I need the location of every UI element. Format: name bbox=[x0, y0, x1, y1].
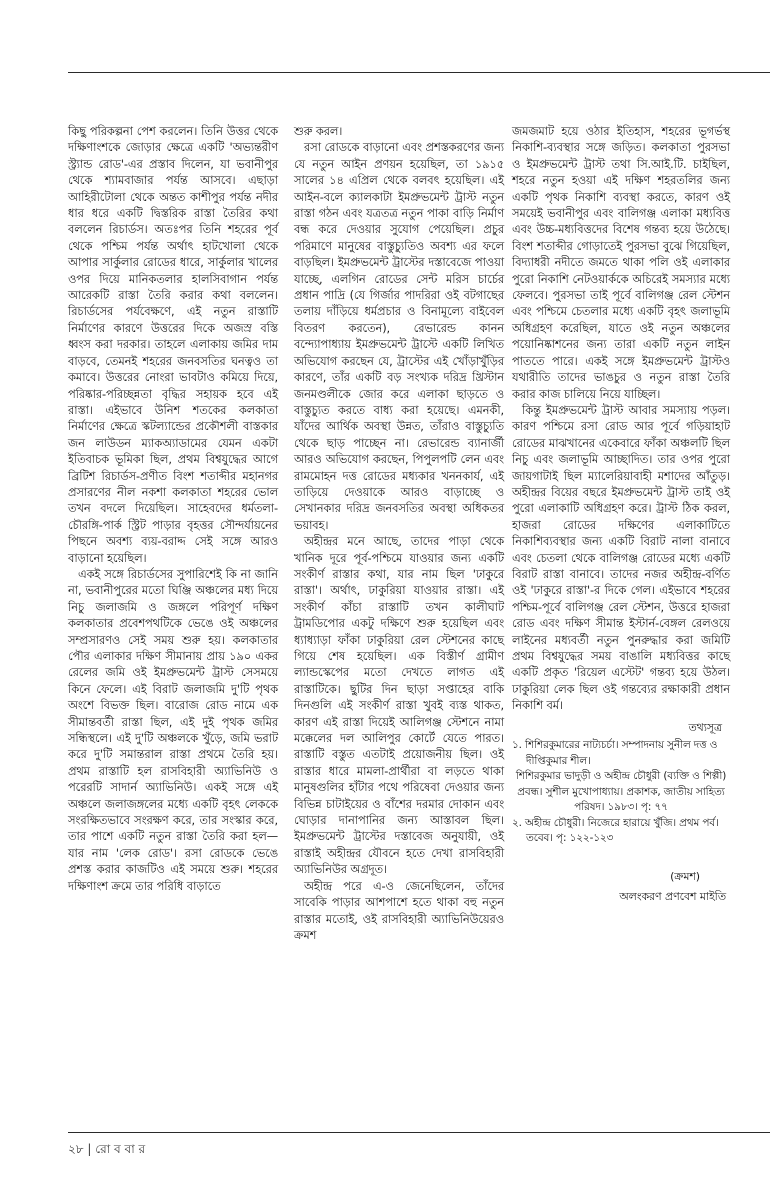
paragraph: অহীন্দ্রর মনে আছে, তাদের পাড়া থেকে খানিক দূরে পূর্ব-পশ্চিমে যাওয়ার জন্য একটি সংকীর্ণ রাস্তার কথা, যার নাম ছিল 'ঢাকুরে রাস্তা'। অর্থাৎ, ঢাকুরিয়া যাওয়ার রাস্তা। এই সংকীর্ণ কাঁচা রাস্তাটি তখন কালীঘাট ট্রামডিপোর একটু দক্ষিণে শুরু হয়েছিল এবং ধ্যাধ্যাড়া ফাঁকা ঢাকুরিয়া রেল স্টেশনের কাছে গিয়ে শেষ হয়েছিল। এক বিস্তীর্ণ গ্রামীণ ল্যান্ডস্কেপের মতো দেখতে লাগত এই রাস্তাটিকে। ছুটির দিন ছাড়া সপ্তাহের বাকি দিনগুলি এই সংকীর্ণ রাস্তা খুবই ব্যস্ত থাকত, কারণ এই রাস্তা দিয়েই আলিগঞ্জ স্টেশনে নামা মক্কেলের দল আলিপুর কোর্টে যেতে পারত। রাস্তাটি বস্তুত এতটাই প্রয়োজনীয় ছিল। ওই রাস্তার ধারে মামলা-প্রার্থীরা বা লড়তে থাকা মানুষগুলির হাঁটার পথে পরিষেবা দেওয়ার জন্য বিভিন্ন চাটাইয়ের ও বাঁশের দরমার দোকান এবং ঘোড়ার দানাপানির জন্য আস্তাবল ছিল। ইমপ্রুভমেন্ট ট্রাস্টের দস্তাবেজ অনুযায়ী, ওই রাস্তাই অহীন্দ্রর যৌবনে হতে দেখা রাসবিহারী অ্যাভিনিউর অগ্রদূত। bbox=[294, 534, 504, 877]
references-heading: তথ্যসূত্র bbox=[688, 720, 722, 734]
paragraph: কিন্তু ইমপ্রুভমেন্ট ট্রাস্ট আবার সমস্যায় পড়ল। কারণ পশ্চিমে রসা রোড আর পূর্বে গড়িয়াহাট রোডের মাঝখানের একেবারে ফাঁকা অঞ্চলটি ছিল নিচু এবং জলাভূমি আচ্ছাদিত। তার ওপর পুরো জায়গাটাই ছিল ম্যালেরিয়াবাহী মশাদের আঁতুড়। অহীন্দ্রর বিয়ের বছরে ইমপ্রুভমেন্ট ট্রাস্ট তাই ওই পুরো এলাকাটি অধিগ্রহণ করে। ট্রাস্ট ঠিক করল, হাজরা রোডের দক্ষিণের এলাকাটিতে নিকাশিব্যবস্থার জন্য একটি বিরাট নালা বানাবে এবং চেতলা থেকে বালিগঞ্জ রোডের মধ্যে একটি বিরাট রাস্তা বানাবে। তাদের নজর অহীন্দ্র-বর্ণিত ওই 'ঢাকুরে রাস্তা'-র দিকে গেল। এইভাবে শহরের পশ্চিম-পূর্বে বালিগঞ্জ রেল স্টেশন, উত্তরে হাজরা রোড এবং দক্ষিণ সীমান্ত ইস্টার্ন-বেঙ্গল রেলওয়ে লাইনের মধ্যবর্তী নতুন পুনরুদ্ধার করা জমিটি প্রথম বিশ্বযুদ্ধের সময় বাঙালি মধ্যবিত্তর কাছে একটি প্রকৃত 'রিয়েল এস্টেট' গন্তব্য হয়ে উঠল। ঢাকুরিয়া লেক ছিল ওই গন্তব্যের রক্ষাকারী প্রধান নিকাশি বর্ম। bbox=[512, 402, 730, 713]
bottom-rule bbox=[68, 1132, 770, 1133]
page-footer bbox=[68, 1141, 145, 1161]
references-list bbox=[512, 738, 730, 847]
paragraph: কিছু পরিকল্পনা পেশ করলেন। তিনি উত্তর থেকে দক্ষিণাংশকে জোড়ার ক্ষেত্রে একটি 'অভ্যন্তরীণ স্ট্র্যান্ড রোড'-এর প্রস্তাব দিলেন, যা ভবানীপুর থেকে শ্যামবাজার পর্যন্ত আসবে। এছাড়া আহিরীটোলা থেকে অন্তত কাশীপুর পর্যন্ত নদীর ধার ধরে একটি দ্বিস্তরিক রাস্তা তৈরির কথা বললেন রিচার্ডস। অতঃপর তিনি শহরের পূর্ব থেকে পশ্চিম পর্যন্ত অর্থাৎ হাটখোলা থেকে আপার সার্কুলার রোডের ধারে, সার্কুলার খালের ওপর দিয়ে মানিকতলার হালসিবাগান পর্যন্ত আরেকটি রাস্তা তৈরি করার কথা বললেন। রিচার্ডসের পর্যবেক্ষণে, এই নতুন রাস্তাটি নির্মাণের কারণে উত্তরের দিকে অজস্র বস্তি ধ্বংস করা দরকার। তাহলে এলাকায় জমির দাম বাড়বে, তেমনই শহরের জনবসতির ঘনত্বও তা কমাবে। উত্তরের নোংরা ভাবটাও কমিয়ে দিয়ে, পরিষ্কার-পরিচ্ছন্নতা বৃদ্ধির সহায়ক হবে এই রাস্তা। এইভাবে উনিশ শতকের কলকাতা নির্মাণের ক্ষেত্রে স্কটল্যান্ডের প্রকৌশলী বাস্তকার জন লাউডন ম্যাকঅ্যাডামের যেমন একটা ইতিবাচক ভূমিকা ছিল, প্রথম বিশ্বযুদ্ধের আগে ব্রিটিশ রিচার্ডস-প্রণীত বিংশ শতাব্দীর মহানগর প্রসারণের নীল নকশা কলকাতা শহরের ভোল তখন বদলে দিয়েছিল। সাহেবদের ধর্মতলা-চৌরঙ্গি-পার্ক স্ট্রিট পাড়ার বৃহত্তর সৌন্দর্যায়নের পিছনে অবশ্য ব্যয়-বরাদ্দ সেই সঙ্গে আরও বাড়ানো হয়েছিল। bbox=[68, 124, 278, 565]
reference-item: ১. শিশিরকুমারের নাট্যচর্চা। সম্পাদনায় সুনীল দত্ত ও দীপ্তিকুমার শীল। bbox=[512, 739, 718, 767]
article-column-1 bbox=[68, 123, 278, 894]
paragraph: শুরু করল। bbox=[294, 124, 343, 138]
article-column-2 bbox=[294, 123, 504, 943]
page-number: ২৮ bbox=[68, 1142, 84, 1156]
paragraph: অহীন্দ্র পরে এ-ও জেনেছিলেন, তাঁদের সাবেকি পাড়ার আশপাশে হতে থাকা বহু নতুন রাস্তার মতোই, ওই রাসবিহারী অ্যাভিনিউয়েরও ক্রমশ bbox=[294, 878, 504, 942]
continued-label: (ক্রমশ) bbox=[670, 869, 700, 883]
illustration-credit: অলংকরণ প্রণবেশ মাইতি bbox=[619, 889, 726, 903]
reference-item: ২. অহীন্দ্র চৌধুরী। নিজেরে হারায়ে খুঁজি। প্রথম পর্ব। তবেব। পৃ: ১২২-১২৩ bbox=[512, 816, 719, 845]
reference-item: শিশিরকুমার ভাদুড়ী ও অহীন্দ্র চৌধুরী (ব্যক্তি ও শিল্পী) প্রবন্ধ। সুশীল মুখোপাধ্যায়। প্রকাশক, জাতীয় সাহিত্য পরিষদ। ১৯৮৩। পৃ: ৭৭ bbox=[515, 770, 727, 814]
article-column-3 bbox=[512, 123, 730, 905]
top-rule bbox=[68, 72, 770, 73]
paragraph: একই সঙ্গে রিচার্ডসের সুপারিশেই কি না জানি না, ভবানীপুরের মতো ঘিঞ্জি অঞ্চলের মধ্য দিয়ে নিচু জলাজমি ও জঙ্গলে পরিপূর্ণ দক্ষিণ কলকাতার প্রবেশপথটিকে ভেঙে ওই অঞ্চলের সম্প্রসারণও সেই সময় শুরু হয়। কলকাতার পৌর এলাকার দক্ষিণ সীমানায় প্রায় ১৯০ একর রেলের জমি ওই ইমপ্রুভমেন্ট ট্রাস্ট সেসময়ে কিনে ফেলে। এই বিরাট জলাজমি দু'টি পৃথক অংশে বিভক্ত ছিল। বারোজ রোড নামে এক সীমান্তবর্তী রাস্তা ছিল, এই দুই পৃথক জমির সন্ধিস্থলে। এই দু'টি অঞ্চলকে খুঁড়ে, জমি ভরাট করে দু'টি সমান্তরাল রাস্তা প্রথমে তৈরি হয়। প্রথম রাস্তাটি হল রাসবিহারী অ্যাভিনিউ ও পরেরটি সাদার্ন অ্যাভিনিউ। একই সঙ্গে এই অঞ্চলে জলাজঙ্গলের মধ্যে একটি বৃহৎ লেককে সংরক্ষিতভাবে সংরক্ষণ করে, তার সংস্কার করে, তার পাশে একটি নতুন রাস্তা তৈরি করা হল— যার নাম 'লেক রোড'। রসা রোডকে ভেঙে প্রশস্ত করার কাজটিও এই সময়ে শুরু। শহরের দক্ষিণাংশ ক্রমে তার পরিধি বাড়াতে bbox=[68, 566, 278, 893]
paragraph: জমজমাট হয়ে ওঠার ইতিহাস, শহরের ভূগর্ভস্থ নিকাশি-ব্যবস্থার সঙ্গে জড়িত। কলকাতা পুরসভা ও ইমপ্রুভমেন্ট ট্রাস্ট তথা সি.আই.টি. চাইছিল, শহরে নতুন হওয়া এই দক্ষিণ শহরতলির জন্য একটি পৃথক নিকাশি ব্যবস্থা করতে, কারণ ওই সময়েই ভবানীপুর এবং বালিগঞ্জ এলাকা মধ্যবিত্ত এবং উচ্চ-মধ্যবিত্তদের বিশেষ গন্তব্য হয়ে উঠেছে। বিংশ শতাব্দীর গোড়াতেই পুরসভা বুঝে গিয়েছিল, বিদ্যাধরী নদীতে জমতে থাকা পলি ওই এলাকার পুরো নিকাশি নেটওয়ার্ককে অচিরেই সমস্যার মধ্যে ফেলবে। পুরসভা তাই পূর্বে বালিগঞ্জ রেল স্টেশন এবং পশ্চিমে চেতলার মধ্যে একটি বৃহৎ জলাভূমি অধিগ্রহণ করেছিল, যাতে ওই নতুন অঞ্চলের পয়োনিষ্কাশনের জন্য তারা একটি নতুন লাইন পাততে পারে। একই সঙ্গে ইমপ্রুভমেন্ট ট্রাস্টও যথারীতি তাদের ভাঙচুর ও নতুন রাস্তা তৈরি করার কাজ চালিয়ে নিয়ে যাচ্ছিল। bbox=[512, 124, 730, 401]
magazine-name: রো ব বা র bbox=[95, 1142, 146, 1156]
footer-separator: | bbox=[87, 1142, 92, 1156]
paragraph: রসা রোডকে বাড়ানো এবং প্রশস্তকরণের জন্য যে নতুন আইন প্রণয়ন হয়েছিল, তা ১৯১৫ সালের ১৪ এপ্রিল থেকে বলবৎ হয়েছিল। এই আইন-বলে ক্যালকাটা ইমপ্রুভমেন্ট ট্রাস্ট নতুন রাস্তা গঠন এবং যত্রতত্র নতুন পাকা বাড়ি নির্মাণ বন্ধ করে দেওয়ার সুযোগ পেয়েছিল। প্রচুর পরিমাণে মানুষের বাস্তুচ্যুতিও অবশ্য এর ফলে বাড়ছিল। ইমপ্রুভমেন্ট ট্রাস্টের দস্তাবেজে পাওয়া যাচ্ছে, এলগিন রোডের সেন্ট মরিস চার্চের প্রধান পাদ্রি (যে গির্জার পাদরিরা ওই বটগাছের তলায় দাঁড়িয়ে ধর্মপ্রচার ও বিনামূল্যে বাইবেল বিতরণ করতেন), রেভারেন্ড কানন বন্দ্যোপাধ্যায় ইমপ্রুভমেন্ট ট্রাস্টে একটি লিখিত অভিযোগ করছেন যে, ট্রাস্টের এই খোঁড়াখুঁড়ির কারণে, তাঁর একটি বড় সংখ্যক দরিদ্র খ্রিস্টান জনমণ্ডলীকে জোর করে এলাকা ছাড়তে ও বাস্তুচ্যুত করতে বাধ্য করা হয়েছে। এমনকী, যাঁদের আর্থিক অবস্থা উন্নত, তাঁরাও বাস্তুচ্যুতি থেকে ছাড় পাচ্ছেন না। রেভারেন্ড ব্যানার্জী আরও অভিযোগ করছেন, পিপুলপটি লেন এবং রামমোহন দত্ত রোডের মধ্যকার খননকার্য, এই তাড়িয়ে দেওয়াকে আরও বাড়াচ্ছে ও সেখানকার দরিদ্র জনবসতির অবস্থা অধিকতর ভয়াবহ। bbox=[294, 140, 504, 532]
